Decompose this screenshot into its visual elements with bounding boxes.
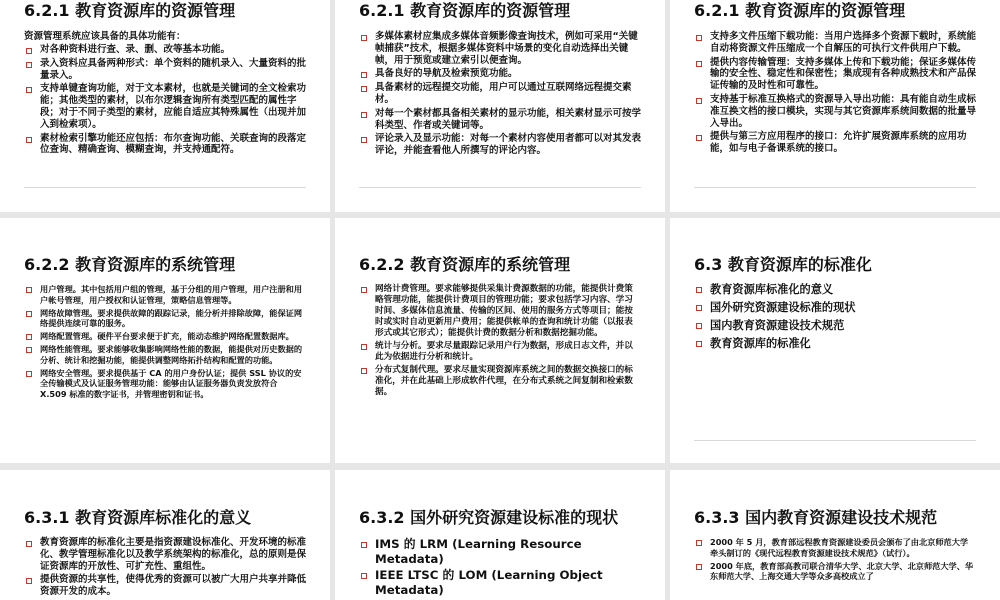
- list-item: 用户管理。其中包括用户组的管理，基于分组的用户管理，用户注册和用户帐号管理，用户授权和认证管理，策略信息管理等。: [24, 284, 306, 306]
- slide-title: 6.3.2 国外研究资源建设标准的现状: [359, 508, 619, 527]
- list-item: 提供资源的共享性，使得优秀的资源可以被广大用户共享并降低资源开发的成本。: [24, 574, 306, 598]
- list-item: 分布式复制代理。要求尽量实现资源库系统之间的数据交换接口的标准化，并在此基础上形成软件代理，在分布式系统之间复制和检索数据。: [359, 365, 641, 398]
- slide-body: [359, 31, 641, 159]
- list-item: 支持基于标准互换格式的资源导入导出功能：具有能自动生成标准互换文档的接口模块，实现与其它资源库系统间数据的批量导入导出。: [694, 94, 976, 129]
- slide-body: [694, 537, 976, 584]
- slide-4[interactable]: [0, 218, 330, 463]
- bullet-list: [24, 537, 306, 598]
- bullet-list: [359, 284, 641, 398]
- list-item: 对各种资料进行查、录、删、改等基本功能。: [24, 44, 306, 56]
- divider: [359, 187, 641, 188]
- list-item: 2000 年底，教育部高教司联合清华大学、北京大学、北京师范大学、华东师范大学、上海交通大学等众多高校成立了: [694, 561, 976, 583]
- divider: [694, 187, 976, 188]
- list-item: 网络配置管理。硬件平台要求便于扩充，能动态维护网络配置数据库。: [24, 331, 306, 342]
- slide-2[interactable]: [335, 0, 665, 212]
- slide-body: [24, 31, 306, 158]
- list-item: 教育资源库的标准化: [694, 336, 976, 351]
- slide-body: [694, 31, 976, 157]
- slide-title: 6.3.1 教育资源库标准化的意义: [24, 508, 252, 527]
- slide-title: 6.2.1 教育资源库的资源管理: [24, 1, 236, 20]
- list-item: 网络故障管理。要求提供故障的跟踪记录，能分析并排除故障，能保证网络提供连续可靠的服务。: [24, 308, 306, 330]
- list-item: 网络计费管理。要求能够提供采集计费源数据的功能，能提供计费策略管理功能，能提供计费项目的管理功能；要求包括学习内容、学习时间、多媒体信息流量、传输的区间、使用的服务方式等项目；能按时或实时自动更新用户费用；能提供帐单的查询和统计功能（以报表形式或其它形式）；能提供计费的数据分析和数据挖掘功能。: [359, 284, 641, 339]
- list-item: 具备良好的导航及检索预览功能。: [359, 68, 641, 80]
- slide-title: 6.2.2 教育资源库的系统管理: [359, 255, 571, 274]
- list-item: 录入资料应具备两种形式：单个资料的随机录入、大量资料的批量录入。: [24, 58, 306, 82]
- slide-body: [694, 282, 976, 354]
- list-item: 国外研究资源建设标准的现状: [694, 300, 976, 315]
- list-item: IEEE LTSC 的 LOM (Learning Object Metadata): [359, 568, 641, 597]
- slide-title: 6.3.3 国内教育资源建设技术规范: [694, 508, 938, 527]
- list-item: 网络性能管理。要求能够收集影响网络性能的数据，能提供对历史数据的分析、统计和挖掘功能，能提供调整网络拓扑结构和配置的功能。: [24, 344, 306, 366]
- list-item: 统计与分析。要求尽量跟踪记录用户行为数据，形成日志文件，并以此为依据进行分析和统计。: [359, 341, 641, 363]
- list-item: 教育资源库标准化的意义: [694, 282, 976, 297]
- bullet-list: [359, 537, 641, 597]
- list-item: 提供与第三方应用程序的接口：允许扩展资源库系统的应用功能，如与电子备课系统的接口。: [694, 131, 976, 155]
- divider: [24, 187, 306, 188]
- list-item: 支持多文件压缩下载功能：当用户选择多个资源下载时，系统能自动将资源文件压缩成一个自解压的可执行文件供用户下载。: [694, 31, 976, 55]
- list-item: 教育资源库的标准化主要是指资源建设标准化、开发环境的标准化、教学管理标准化以及教学系统架构的标准化，总的原则是保证资源库的开放性、可扩充性、重组性。: [24, 537, 306, 572]
- intro-text: 资源管理系统应该具备的具体功能有：: [24, 31, 186, 42]
- slide-body: [24, 284, 306, 402]
- bullet-list: [24, 284, 306, 400]
- list-item: 2000 年 5 月，教育部远程教育资源建设委员会颁布了由北京师范大学牵头制订的《现代远程教育资源建设技术规范》（试行）。: [694, 537, 976, 559]
- slide-5[interactable]: [335, 218, 665, 463]
- slide-title: 6.2.1 教育资源库的资源管理: [359, 1, 571, 20]
- list-item: 多媒体素材应集成多媒体音频影像查询技术，例如可采用“关键帧捕获”技术，根据多媒体资料中场景的变化自动选择出关键帧，用于预览或建立索引以便查询。: [359, 31, 641, 66]
- bullet-list: [24, 44, 306, 156]
- list-item: 具备素材的远程提交功能，用户可以通过互联网络远程提交素材。: [359, 82, 641, 106]
- list-item: 支持单键查询功能，对于文本素材，也就是关键词的全文检索功能；其他类型的素材，以布尔逻辑查询所有类型匹配的属性字段；对于不同子类型的素材，应能自适应其特殊属性（出现并加入到检索项）。: [24, 83, 306, 130]
- divider: [694, 440, 976, 441]
- list-item: 素材检索引擎功能还应包括：布尔查询功能、关联查询的段落定位查询、精确查询、模糊查询，并支持通配符。: [24, 133, 306, 157]
- slide-title: 6.2.2 教育资源库的系统管理: [24, 255, 236, 274]
- list-item: 提供内容传输管理：支持多媒体上传和下载功能；保证多媒体传输的安全性、稳定性和保密性；集成现有各种成熟技术和产品保证传输的及时性和可靠性。: [694, 57, 976, 92]
- slide-title: 6.2.1 教育资源库的资源管理: [694, 1, 906, 20]
- slide-6[interactable]: [670, 218, 1000, 463]
- slide-7[interactable]: [0, 470, 330, 600]
- bullet-list: [694, 537, 976, 582]
- list-item: IMS 的 LRM (Learning Resource Metadata): [359, 537, 641, 566]
- list-item: 国内教育资源建设技术规范: [694, 318, 976, 333]
- slide-3[interactable]: [670, 0, 1000, 212]
- list-item: 网络安全管理。要求提供基于 CA 的用户身份认证；提供 SSL 协议的安全传输模式及认证服务管理功能：能够由认证服务器负责发放符合 X.509 标准的数字证书，并管理密钥和证书。: [24, 368, 306, 400]
- list-item: 评论录入及显示功能：对每一个素材内容使用者都可以对其发表评论，并能查看他人所撰写的评论内容。: [359, 133, 641, 157]
- bullet-list: [359, 31, 641, 157]
- slide-title: 6.3 教育资源库的标准化: [694, 255, 872, 274]
- list-item: 对每一个素材都具备相关素材的显示功能，相关素材显示可按学科类型、作者或关键词等。: [359, 108, 641, 132]
- slide-8[interactable]: [335, 470, 665, 600]
- slide-body: [359, 284, 641, 400]
- slide-body: [359, 537, 641, 599]
- bullet-list: [694, 282, 976, 351]
- slide-body: [24, 537, 306, 600]
- slide-9[interactable]: [670, 470, 1000, 600]
- bullet-list: [694, 31, 976, 155]
- slide-1[interactable]: [0, 0, 330, 212]
